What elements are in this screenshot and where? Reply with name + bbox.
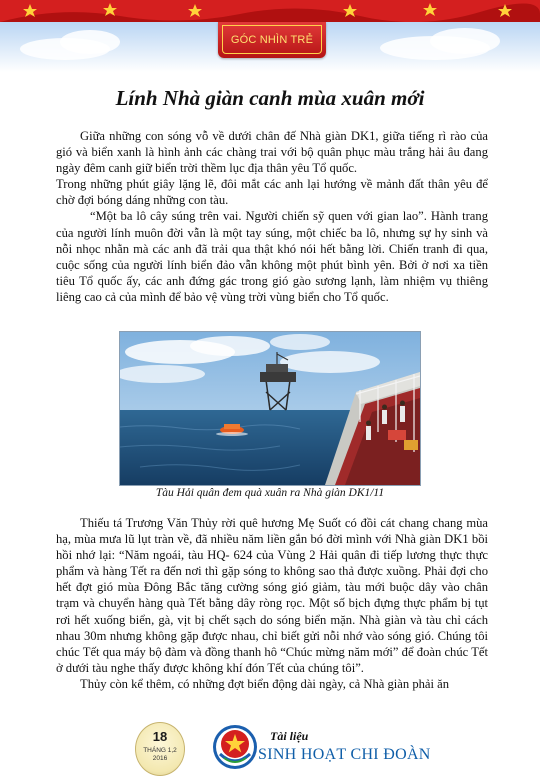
paragraph: Trong những phút giây lặng lẽ, đôi mắt các anh lại hướng về mảnh đất thân yêu để chờ đợi bóng dáng những con tàu. xyxy=(56,177,488,208)
ship-and-platform-illustration xyxy=(120,332,420,485)
paragraph: Thiếu tá Trương Văn Thủy rời quê hương Mẹ Suốt có đồi cát chang chang mùa hạ, mùa mưa lũ lụt tràn về, đã nhiều năm liền gắn bó đời mình với Nhà giàn DK1 bồi hồi nhớ lại: “Năm ngoái, tàu HQ- 624 của Vùng 2 Hải quân đi tiếp lương thực thực phẩm và hàng Tết ra đến nơi thì gặp sóng to không sao thả được xuồng. Phải đợi cho hết đợt gió mùa Đông Bắc tăng cường sóng gió giảm, tàu mới buộc dây vào chân trạm và chuyển hàng quà Tết bằng dây ròng rọc. Một số bịch đựng thực phẩm bị tụt rơi hết xuống biển, gà, vịt bị chết sạch do sóng biển mặn. Nhà giàn và tàu chỉ cách nhau 30m nhưng không gặp được nhau, chỉ biết gửi nỗi nhớ vào sóng gió. Chúng tôi chúc Tết qua máy bộ đàm và đồng thanh hô “Chúc mừng năm mới” để đoàn chúc Tết ở dưới tàu nghe thấy được không khí đón Tết của chúng tôi”. xyxy=(56,516,488,675)
publication-label: Tài liệu xyxy=(270,729,309,743)
section-tab xyxy=(218,22,326,58)
section-tab-border xyxy=(222,25,322,54)
article-title: Lính Nhà giàn canh mùa xuân mới xyxy=(115,86,425,110)
page-number-badge xyxy=(135,722,185,776)
cloud-decoration xyxy=(60,30,120,54)
cloud-decoration xyxy=(430,28,500,54)
paragraph: Thủy còn kể thêm, có những đợt biển động dài ngày, cả Nhà giàn phải ăn xyxy=(80,676,450,691)
publication-name: SINH HOẠT CHI ĐOÀN xyxy=(258,746,431,763)
paragraph: “Một ba lô cây súng trên vai. Người chiến sỹ quen với gian lao”. Hành trang của người lính muôn đời vẫn là một tay súng, một chiếc ba lô, nhưng sự hy sinh và nỗi nhọc nhằn mà các anh đã trải qua thật khó nói hết bằng lời. Chiến tranh đi qua, cuộc sống của người lính biển đảo vẫn không một phút bình yên. Bởi ở nơi xa tiền tiêu Tổ quốc ấy, các anh đứng gác trong gió gào sương lạnh, làm nhiệm vụ thiêng liêng cao cả của mình để bảo vệ vùng trời vùng biển cho Tổ quốc. xyxy=(56,209,488,304)
issue-month: THÁNG 1,2 xyxy=(143,747,177,754)
article-photo xyxy=(119,331,421,486)
issue-year: 2016 xyxy=(152,755,168,762)
photo-caption: Tàu Hải quân đem quà xuân ra Nhà giàn DK1/11 xyxy=(155,487,385,499)
youth-union-emblem-icon xyxy=(212,724,258,770)
issue-date xyxy=(136,747,184,763)
article-body-bottom xyxy=(56,515,488,692)
paragraph: Giữa những con sóng vỗ về dưới chân đế Nhà giàn DK1, giữa tiếng rì rào của gió và biển xanh là hình ảnh các chàng trai với bộ quân phục màu trắng hải âu đang ngày đêm canh giữ biển trời thềm lục địa thân yêu Tổ quốc. xyxy=(56,129,488,176)
flag-banner-decoration xyxy=(0,0,540,22)
article-body-top xyxy=(56,128,488,305)
page-header xyxy=(0,0,540,72)
page-number: 18 xyxy=(152,729,168,744)
section-label: GÓC NHÌN TRẺ xyxy=(230,33,314,46)
